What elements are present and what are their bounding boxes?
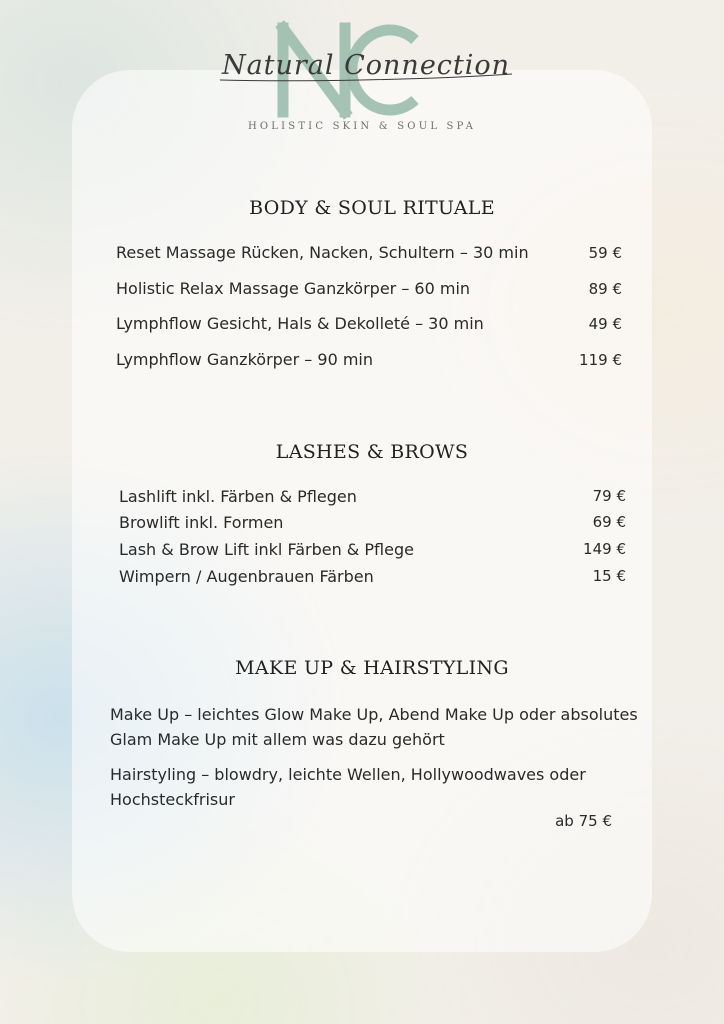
menu-item-price: 59 € [588,244,622,262]
brand-logo [0,0,724,140]
menu-item-price: 89 € [588,280,622,298]
menu-item-label: Wimpern / Augenbrauen Färben [119,567,374,586]
section-title-lashes-brows: LASHES & BROWS [275,441,469,463]
menu-item-label: Holistic Relax Massage Ganzkörper – 60 min [116,279,471,298]
menu-item-price: 69 € [592,513,626,531]
menu-item-price: 119 € [579,351,622,369]
menu-item-label: Lymphflow Gesicht, Hals & Dekolleté – 30 min [116,314,484,333]
menu-item-price: ab 75 € [555,812,612,830]
menu-item-label: Browlift inkl. Formen [119,513,284,532]
menu-item-label: Reset Massage Rücken, Nacken, Schultern – 30 min [116,243,529,262]
brand-tagline: HOLISTIC SKIN & SOUL SPA [247,121,477,132]
service-description: Make Up – leichtes Glow Make Up, Abend Make Up oder absolutes Glam Make Up mit allem was dazu gehört [110,705,638,749]
menu-item-label: Lash & Brow Lift inkl Färben & Pflege [119,540,414,559]
section-title-makeup-hair: MAKE UP & HAIRSTYLING [235,657,509,679]
menu-item-price: 49 € [588,315,622,333]
menu-item-price: 15 € [592,567,626,585]
menu-item-label: Lashlift inkl. Färben & Pflegen [119,487,357,506]
menu-item-label: Lymphflow Ganzkörper – 90 min [116,350,374,369]
service-description: Hairstyling – blowdry, leichte Wellen, Hollywoodwaves oder Hochsteckfrisur [110,765,586,809]
menu-item-price: 149 € [583,540,626,558]
section-title-body-soul: BODY & SOUL RITUALE [249,197,495,219]
menu-item-price: 79 € [592,487,626,505]
brand-script-name: Natural Connection [221,50,511,81]
